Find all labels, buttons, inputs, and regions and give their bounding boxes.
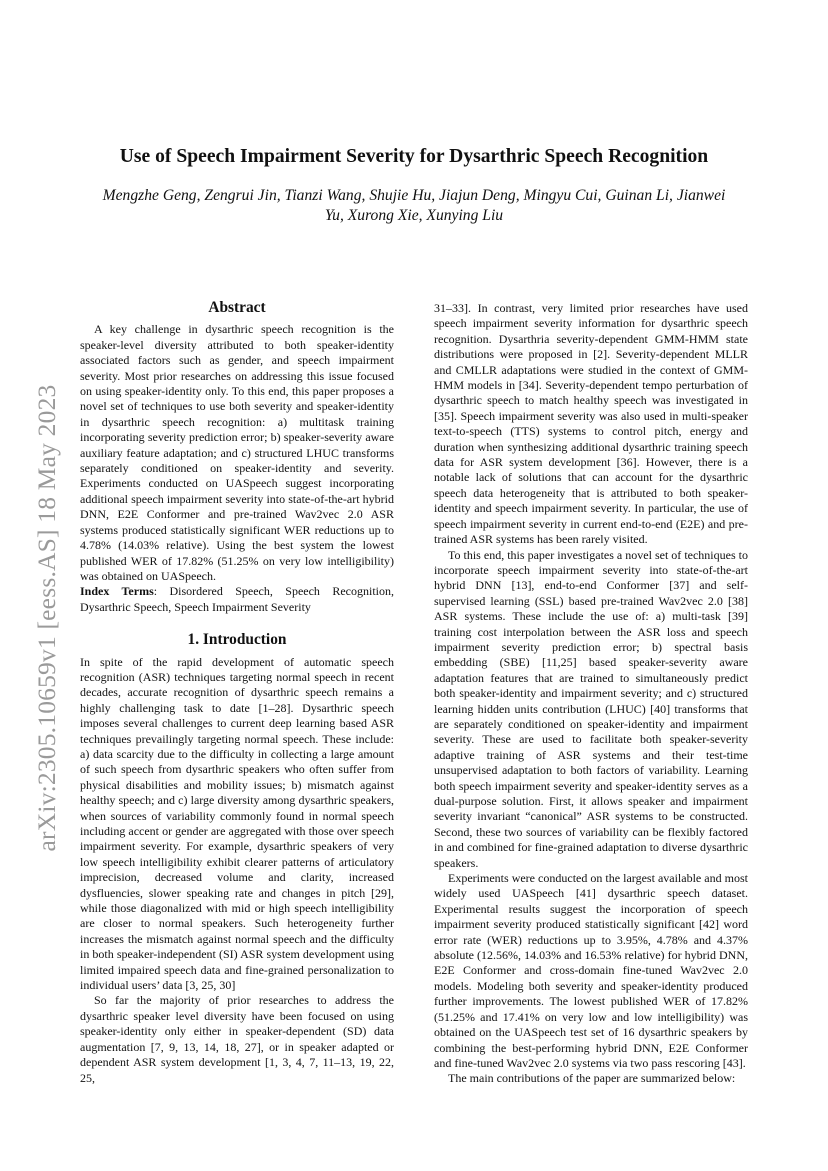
abstract-heading: Abstract [208,299,266,316]
intro-paragraph-1: In spite of the rapid development of automatic speech recognition (ASR) techniques targeting normal speech in recent decades, accurate recognition of dysarthric speech remains a highly challenging task to date [1–28]. Dysarthric speech imposes several challenges to current deep learning based ASR techniques prevailingly targeting normal speech. These include: a) data scarcity due to the difficulty in collecting a large amount of such speech from dysarthric speakers who often suffer from physical disabilities and mobility issues; b) mismatch against healthy speech; and c) large diversity among dysarthric speakers, when sources of variability commonly found in normal speech including accent or gender are aggregated with those over speech impairment severity. For example, dysarthric speakers of very low speech intelligibility exhibit clearer patterns of articulatory imprecision, decreased volume and clarity, increased dysfluencies, slower speaking rate and changes in pitch [29], while those diagonalized with mid or high speech intelligibility are closer to normal speakers. Such heterogeneity further increases the mismatch against normal speech and the difficulty in both speaker-independent (SI) ASR system development using limited impaired speech data and fine-grained personalization to individual users’ data [3, 25, 30] [80,654,394,993]
right-paragraph-1: 31–33]. In contrast, very limited prior researches have used speech impairment severity information for dysarthric speech recognition. Dysarthria severity-dependent GMM-HMM state distributions were proposed in [2]. Severity-dependent MLLR and CMLLR adaptations were studied in the context of GMM-HMM models in [34]. Severity-dependent tempo perturbation of dysarthric speech to match healthy speech was investigated in [35]. Speech impairment severity was also used in multi-speaker text-to-speech (TTS) systems to control pitch, energy and duration when synthesizing additional dysarthric training speech data for ASR system development [36]. However, there is a notable lack of solutions that can account for the dysarthric speech data heterogeneity that is attributed to both speaker-identity and speech impairment severity. In particular, the use of speech impairment severity in current end-to-end (E2E) and pre-trained ASR systems has been rarely visited. [434,301,748,547]
author-list [82,186,746,226]
abstract-text: A key challenge in dysarthric speech recognition is the speaker-level diversity attributed to both speaker-identity associated factors such as gender, and speech impairment severity. Most prior researches on addressing this issue focused on using speaker-identity only. To this end, this paper proposes a novel set of techniques to use both severity and speaker-identity in dysarthric speech recognition: a) multitask training incorporating severity prediction error; b) speaker-severity aware auxiliary feature adaptation; and c) structured LHUC transforms separately conditioned on speaker-identity and severity. Experiments conducted on UASpeech suggest incorporating additional speech impairment severity into state-of-the-art hybrid DNN, E2E Conformer and pre-trained Wav2vec 2.0 ASR systems produced statistically significant WER reductions up to 4.78% (14.03% relative). Using the best system the lowest published WER of 17.82% (51.25% on very low intelligibility) was obtained on UASpeech. [80,322,394,583]
index-terms-list: : Disordered Speech, Speech Recognition, Dysarthric Speech, Speech Impairment Severity [80,584,394,614]
introduction-heading: 1. Introduction [187,631,287,649]
right-paragraph-2: To this end, this paper investigates a novel set of techniques to incorporate speech impairment severity into state-of-the-art hybrid DNN [13], end-to-end Conformer [37] and self-supervised learning (SSL) based pre-trained Wav2vec 2.0 [38] ASR systems. These include the use of: a) multi-task [39] training cost interpolation between the ASR loss and speech impairment severity prediction error; b) spectral basis embedding (SBE) [11,25] based speaker-severity aware adaptation features that are trained to simultaneously predict both speaker-identity and impairment severity; and c) structured learning hidden units contribution (LHUC) [40] transforms that are separately conditioned on speaker-identity and impairment severity. These are used to facilitate both speaker-severity adaptive training of ASR systems and their test-time unsupervised adaptation to both factors of variability. Learning both speech impairment severity and speaker-identity serves as a dual-purpose solution. First, it allows speaker and impairment severity invariant “canonical” ASR systems to be constructed. Second, these two sources of variability can be flexibly factored in and combined for fine-grained adaptation to diverse dysarthric speakers. [434,547,748,870]
right-paragraph-3: Experiments were conducted on the largest available and most widely used UASpeech [41] dysarthric speech dataset. Experimental results suggest the incorporation of speech impairment severity produced statistically significant [42] word error rate (WER) reductions up to 3.95%, 4.78% and 4.37% absolute (12.56%, 14.03% and 16.53% relative) for hybrid DNN, E2E Conformer and cross-domain fine-tuned Wav2vec 2.0 models. Modeling both severity and speaker-identity produced further improvements. The lowest published WER of 17.82% (51.25% and 17.41% on very low and low intelligibility) was obtained on the UASpeech test set of 16 dysarthric speakers by combining the best-performing hybrid DNN, E2E Conformer and fine-tuned Wav2vec 2.0 systems via two pass rescoring [43]. [434,871,748,1070]
author-line-1: Mengzhe Geng, Zengrui Jin, Tianzi Wang, Shujie Hu, Jiajun Deng, Mingyu Cui, Guinan Li, Jianwei [102,187,726,204]
index-terms-label: Index Terms [80,584,154,599]
arxiv-identifier-text: arXiv:2305.10659v1 [eess.AS] 18 May 2023 [32,384,61,852]
left-column [80,300,394,1086]
right-paragraph-4: The main contributions of the paper are summarized below: [448,1071,736,1086]
paper-title: Use of Speech Impairment Severity for Dysarthric Speech Recognition [119,146,709,167]
right-column [434,301,748,1087]
author-line-2: Yu, Xurong Xie, Xunying Liu [324,207,504,224]
index-terms [80,584,394,615]
intro-paragraph-2: So far the majority of prior researches to address the dysarthric speaker level diversity have been focused on using speaker-identity only either in speaker-dependent (SD) data augmentation [7, 9, 13, 14, 18, 27], or in speaker adapted or dependent ASR system development [1, 3, 4, 7, 11–13, 19, 22, 25, [80,993,394,1085]
arxiv-identifier-stamp [22,348,72,888]
